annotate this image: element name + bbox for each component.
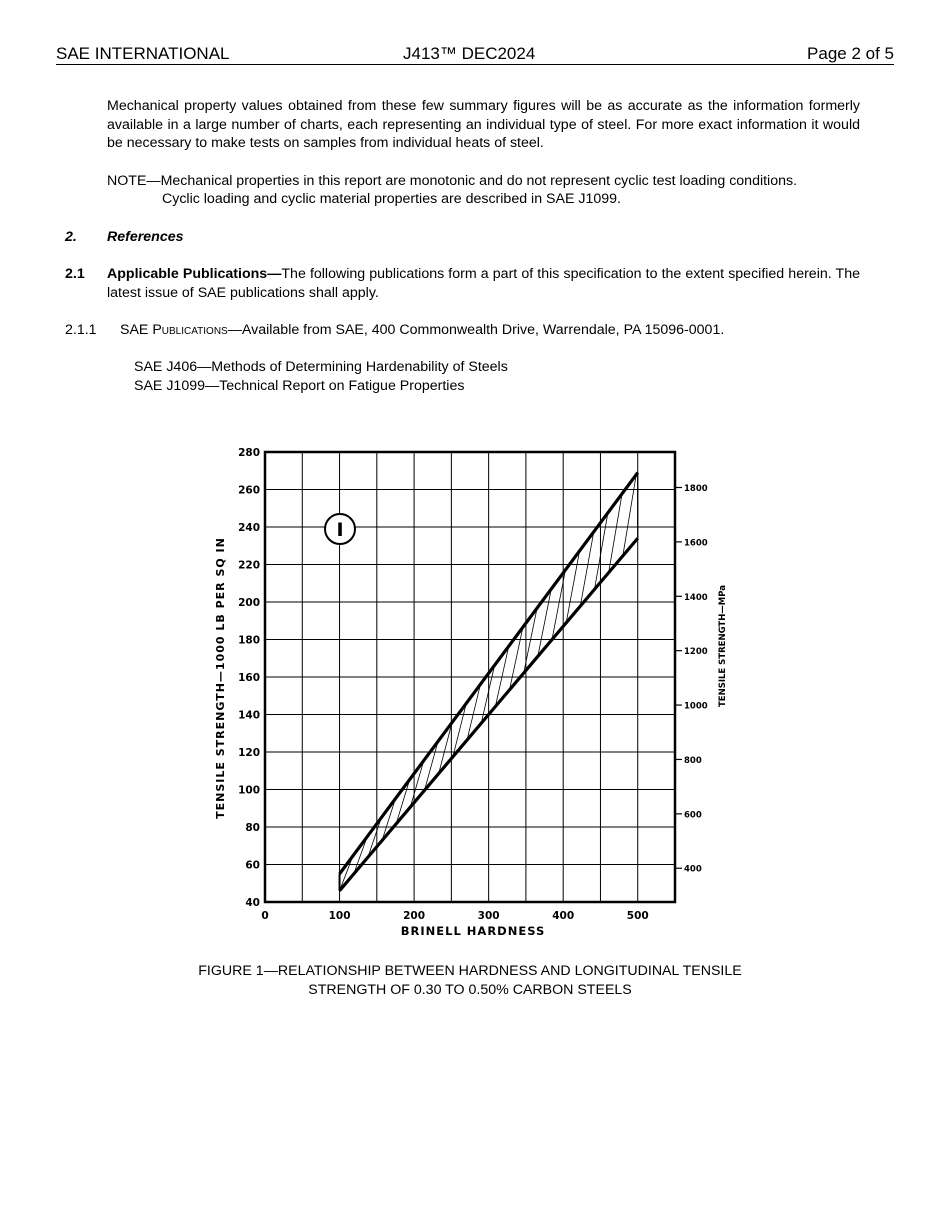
header-doc-id: J413™ DEC2024 [403, 44, 536, 63]
section-2-1-text: The following publications form a part of this specification to the extent specified herein. The latest issue of SAE publications shall apply. [107, 266, 860, 301]
y2-tick-label: 1400 [684, 592, 708, 603]
y2-tick-label: 1800 [684, 483, 708, 494]
y-axis-label: TENSILE STRENGTH—1000 LB PER SQ IN [214, 537, 227, 819]
y-tick-label: 180 [238, 634, 260, 647]
y-tick-label: 260 [238, 484, 260, 497]
x-tick-label: 400 [552, 910, 575, 922]
x-tick-label: 100 [328, 910, 351, 922]
y-tick-label: 220 [238, 559, 260, 572]
x-tick-label: 200 [403, 910, 426, 922]
y-tick-label: 200 [238, 597, 260, 609]
figure-marker-label: I [336, 519, 344, 541]
x-axis-label: BRINELL HARDNESS [400, 924, 546, 938]
y-tick-label: 120 [238, 747, 260, 759]
section-2-number: 2. [65, 229, 77, 245]
section-2-1-paragraph [107, 265, 860, 302]
reference-j1099: SAE J1099—Technical Report on Fatigue Properties [134, 378, 465, 394]
header-org: SAE INTERNATIONAL [56, 44, 230, 63]
note-line-1: NOTE—Mechanical properties in this report are monotonic and do not represent cyclic test loading conditions. [107, 173, 798, 189]
y2-tick-label: 400 [684, 864, 702, 875]
y-tick-label: 40 [245, 897, 260, 909]
section-2-1-1-number: 2.1.1 [65, 322, 97, 338]
y2-tick-label: 600 [684, 810, 702, 821]
y2-tick-label: 1000 [684, 701, 708, 712]
x-tick-label: 500 [626, 910, 649, 922]
y-tick-label: 80 [245, 822, 260, 834]
note-line-2: Cyclic loading and cyclic material properties are described in SAE J1099. [162, 191, 621, 207]
figure-caption-line-1: FIGURE 1—RELATIONSHIP BETWEEN HARDNESS AND LONGITUDINAL TENSILE [198, 963, 742, 979]
y-tick-label: 160 [238, 672, 260, 684]
y2-axis-label: TENSILE STRENGTH—MPa [718, 584, 728, 708]
y-tick-label: 140 [238, 709, 260, 722]
y2-tick-label: 800 [684, 755, 702, 766]
hardness-tensile-chart [205, 438, 745, 948]
intro-paragraph: Mechanical property values obtained from these few summary figures will be as accurate as the information formerly available in a large number of charts, each representing an individual type of steel. For more exact information it would be necessary to make tests on samples from individual heats of steel. [107, 98, 860, 152]
section-2-1-title: Applicable Publications— [107, 266, 282, 282]
y-tick-label: 240 [238, 522, 260, 534]
y-tick-label: 100 [238, 784, 260, 797]
x-tick-label: 300 [477, 910, 500, 922]
figure-caption-line-2: STRENGTH OF 0.30 TO 0.50% CARBON STEELS [308, 982, 632, 998]
section-2-1-number: 2.1 [65, 266, 85, 282]
reference-j406: SAE J406—Methods of Determining Hardenability of Steels [134, 359, 508, 375]
y2-tick-label: 1200 [684, 647, 708, 658]
x-tick-label: 0 [261, 910, 269, 922]
section-2-1-1-paragraph [120, 321, 724, 340]
section-2-title: References [107, 229, 184, 245]
section-2-1-1-title: SAE Publications [120, 322, 228, 338]
y2-tick-label: 1600 [684, 538, 708, 549]
section-2-1-1-text: —Available from SAE, 400 Commonwealth Drive, Warrendale, PA 15096-0001. [227, 322, 725, 338]
y-tick-label: 280 [238, 447, 260, 459]
page-header [56, 44, 894, 65]
chart-grid [265, 452, 675, 902]
header-page-number: Page 2 of 5 [807, 44, 894, 63]
y-tick-label: 60 [245, 859, 260, 872]
